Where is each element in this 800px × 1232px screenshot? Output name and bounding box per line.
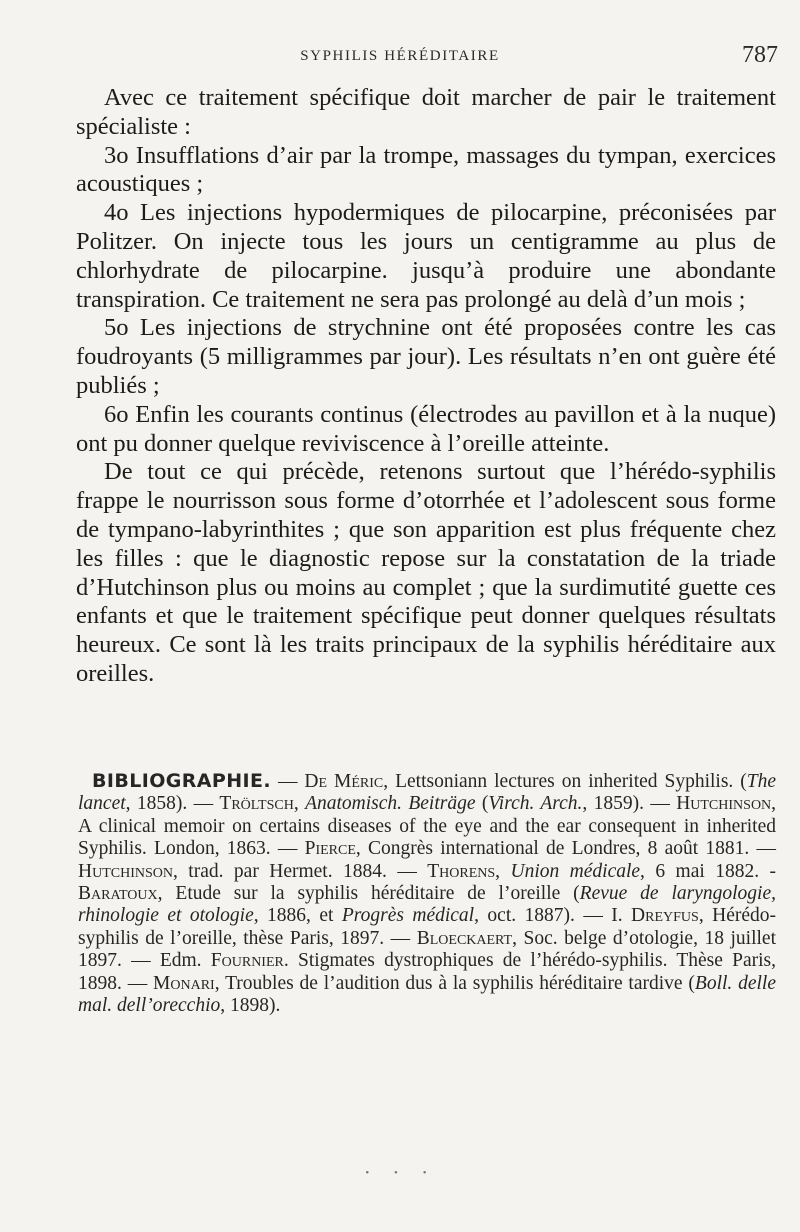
bib-author: Dreyfus: [631, 905, 699, 927]
paragraph-item-5: 5o Les injections de strychnine ont été proposées contre les cas foudroyants (5 milligrammes par jour). Les résultats n’en ont guère été publiés ;: [76, 314, 776, 399]
bib-title: Virch. Arch.: [488, 793, 583, 815]
bib-author: Monari: [153, 972, 215, 994]
bib-title: Revue de laryngologie, rhinologie et otologie: [78, 883, 776, 927]
bib-text: —: [270, 771, 305, 792]
bib-text: , 1858). —: [125, 793, 220, 815]
paragraph-intro: Avec ce traitement spécifique doit marcher de pair le traitement spécialiste :: [76, 84, 776, 140]
bibliography: [78, 770, 776, 1017]
bib-text: , oct. 1887). — I.: [474, 905, 632, 927]
bib-title: Progrès médical: [341, 905, 475, 927]
bib-text: , Congrès international de Londres, 8 août 1881. —: [355, 838, 776, 860]
bib-text: , trad. par Hermet. 1884. —: [172, 860, 428, 882]
bib-text: , Soc. belge d’otologie, 18 juillet 1897. — Edm.: [78, 927, 777, 972]
bib-author: De Méric: [304, 771, 384, 792]
bib-text: ,: [495, 860, 511, 882]
bib-title: Anatomisch. Beiträge: [305, 793, 476, 815]
bib-text: , Hérédo-syphilis de l’oreille, thèse Paris, 1897. —: [78, 905, 776, 949]
running-title: SYPHILIS HÉRÉDITAIRE: [300, 48, 500, 64]
bib-title: The lancet: [78, 771, 777, 815]
bibliography-paragraph: [78, 770, 776, 1017]
bib-text: , Etude sur la syphilis héréditaire de l’oreille (: [157, 883, 580, 905]
bib-text: . Stigmates dystrophiques de l’hérédo-syphilis. Thèse Paris, 1898. —: [78, 950, 776, 994]
paragraph-item-6: 6o Enfin les courants continus (électrodes au pavillon et à la nuque) ont pu donner quelque reviviscence à l’oreille atteinte.: [76, 400, 776, 457]
bib-text: , 1886, et: [253, 905, 342, 927]
bib-author: Baratoux: [78, 883, 158, 905]
bib-text: ,: [293, 793, 306, 815]
bib-text: , Lettsoniann lectures on inherited Syphilis. (: [383, 771, 747, 792]
bib-author: Bloeckaert: [416, 927, 513, 949]
bib-author: Hutchinson: [78, 860, 173, 882]
bibliography-heading: BIBLIOGRAPHIE.: [92, 770, 271, 792]
bib-text: , 1859). —: [582, 793, 677, 815]
bib-author: Fournier: [210, 950, 284, 972]
bib-text: , 6 mai 1882. -: [640, 860, 776, 882]
bib-title: Boll. delle mal. dell’orecchio: [78, 972, 777, 1017]
bib-author: Tröltsch: [219, 793, 294, 815]
bib-text: , Troubles de l’audition dus à la syphilis héréditaire tardive (: [214, 972, 695, 994]
bib-text: , A clinical memoir on certains diseases of the eye and the ear consequent in inherited Syphilis. London, 1863. —: [78, 793, 777, 860]
bib-title: Union médicale: [510, 860, 641, 882]
bib-text: , 1898).: [220, 995, 281, 1017]
bib-text: (: [475, 793, 489, 815]
body-text: [76, 84, 776, 689]
bib-author: Thorens: [427, 860, 496, 882]
page-number: 787: [742, 42, 778, 68]
paragraph-conclusion: De tout ce qui précède, retenons surtout que l’hérédo-syphilis frappe le nourrisson sous forme d’otorrhée et l’adolescent sous forme de tympano-labyrinthites ; que son apparition est plus fréquente chez les filles : que le diagnostic repose sur la constatation de la triade d’Hutchinson plus ou moins au complet ; que la surdimutité guette ces enfants et que le traitement spécifique peut donner quelques résultats heureux. Ce sont là les traits principaux de la syphilis héréditaire aux oreilles.: [76, 458, 776, 687]
bib-author: Hutchinson: [676, 793, 772, 815]
bib-author: Pierce: [304, 838, 356, 860]
paragraph-item-4: 4o Les injections hypodermiques de pilocarpine, préconisées par Politzer. On injecte tous les jours un centigramme au plus de chlorhydrate de pilocarpine. jusqu’à produire une abondante transpiration. Ce traitement ne sera pas prolongé au delà d’un mois ;: [76, 199, 776, 313]
footer-marks: · · ·: [364, 1160, 436, 1184]
paragraph-item-3: 3o Insufflations d’air par la trompe, massages du tympan, exercices acoustiques ;: [76, 141, 776, 198]
page-header: [0, 44, 800, 74]
